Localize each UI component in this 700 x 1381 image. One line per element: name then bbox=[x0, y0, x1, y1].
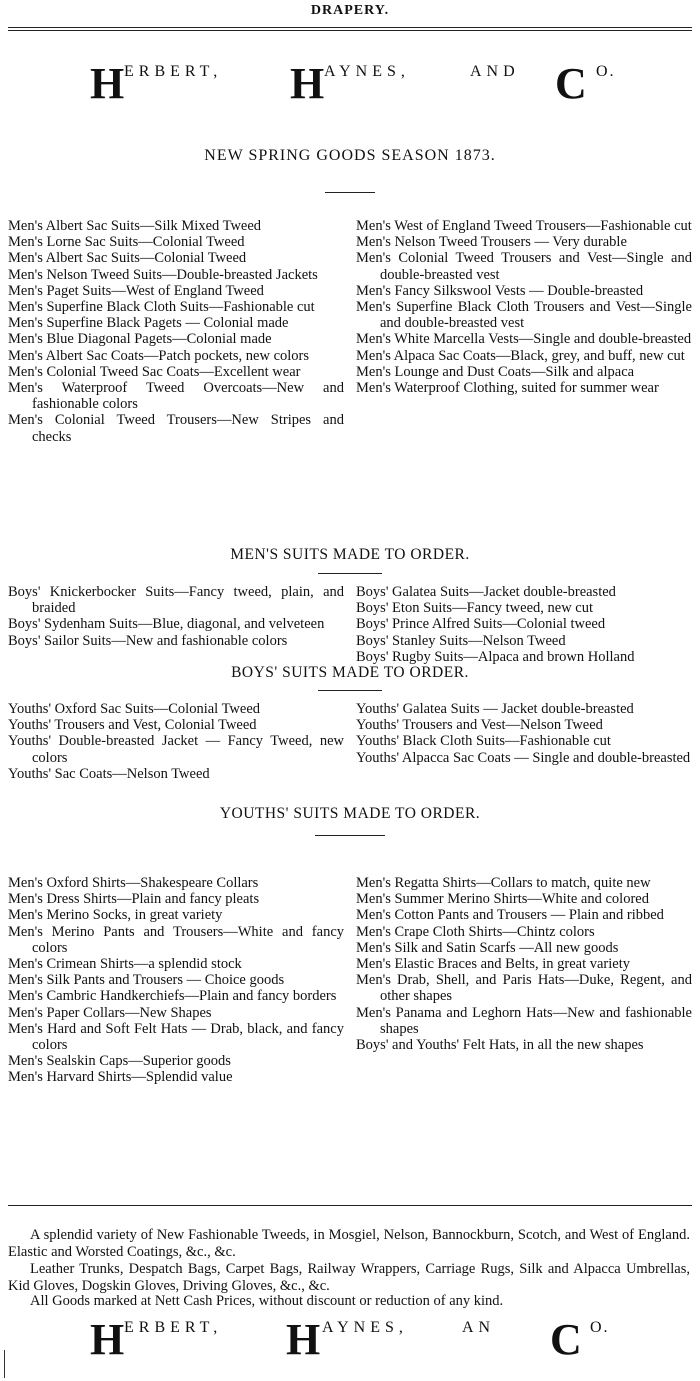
list-item: Men's Merino Socks, in great variety bbox=[8, 907, 223, 924]
list-item: Boys' Sydenham Suits—Blue, diagonal, and velveteen bbox=[8, 616, 325, 633]
paragraph-tweeds: A splendid variety of New Fashionable Tweeds, in Mosgiel, Nelson, Bannockburn, Scotch, and West of England. Elastic and Worsted Coatings, &c., &c. bbox=[8, 1227, 690, 1260]
list-item: Men's Hard and Soft Felt Hats — Drab, black, and fancy colors bbox=[8, 1020, 344, 1054]
list-item: Youths' Trousers and Vest, Colonial Tweed bbox=[8, 717, 257, 734]
list-item: Men's West of England Tweed Trousers—Fashionable cut bbox=[356, 218, 692, 234]
list-item: Youths' Double-breasted Jacket — Fancy Tweed, new colors bbox=[8, 733, 344, 766]
list-item: Men's Albert Sac Coats—Patch pockets, new colors bbox=[8, 347, 310, 364]
firm-word-an: AN bbox=[462, 1319, 496, 1336]
list-item: Men's Cotton Pants and Trousers — Plain and ribbed bbox=[356, 907, 664, 924]
list-item: Youths' Oxford Sac Suits—Colonial Tweed bbox=[8, 701, 261, 717]
firm-initial-h1: H bbox=[90, 59, 125, 108]
list-item: Men's Blue Diagonal Pagets—Colonial made bbox=[8, 331, 272, 348]
list-item: Boys' Knickerbocker Suits—Fancy tweed, plain, and braided bbox=[8, 584, 344, 617]
list-item: Men's Sealskin Caps—Superior goods bbox=[8, 1053, 231, 1070]
list-item: Men's Colonial Tweed Trousers and Vest—Single and double-breasted vest bbox=[356, 250, 692, 283]
heading-boys-suits: BOYS' SUITS MADE TO ORDER. bbox=[231, 664, 469, 681]
youths-items-left bbox=[8, 701, 344, 782]
divider-dash bbox=[318, 690, 382, 691]
paragraph-prices: All Goods marked at Nett Cash Prices, without discount or reduction of any kind. bbox=[30, 1293, 504, 1309]
list-item: Youths' Alpacca Sac Coats — Single and double-breasted bbox=[356, 749, 691, 766]
list-item: Men's Crape Cloth Shirts—Chintz colors bbox=[356, 923, 595, 940]
list-item: Men's Merino Pants and Trousers—White and fancy colors bbox=[8, 923, 344, 956]
boys-items-left bbox=[8, 584, 344, 649]
list-item: Men's Superfine Black Pagets — Colonial made bbox=[8, 315, 289, 332]
list-item: Men's Panama and Leghorn Hats—New and fashionable shapes bbox=[356, 1004, 692, 1037]
list-item: Men's Oxford Shirts—Shakespeare Collars bbox=[8, 875, 259, 891]
list-item: Men's Waterproof Tweed Overcoats—New and fashionable colors bbox=[8, 380, 344, 413]
list-item: Youths' Black Cloth Suits—Fashionable cut bbox=[356, 733, 611, 750]
list-item: Men's Lorne Sac Suits—Colonial Tweed bbox=[8, 234, 245, 251]
firm-word-aynes: AYNES, bbox=[324, 63, 410, 80]
list-item: Men's Drab, Shell, and Paris Hats—Duke, Regent, and other shapes bbox=[356, 972, 692, 1005]
firm-word-and: AND bbox=[470, 63, 520, 80]
list-item: Boys' Sailor Suits—New and fashionable colors bbox=[8, 632, 288, 649]
firm-initial-c: C bbox=[555, 59, 587, 108]
list-item: Boys' Stanley Suits—Nelson Tweed bbox=[356, 632, 566, 649]
divider-dash bbox=[325, 192, 375, 193]
firm-word-o: O. bbox=[590, 1319, 610, 1336]
misc-items-right bbox=[356, 875, 692, 1053]
notes-prices bbox=[8, 1293, 690, 1310]
list-item: Men's Albert Sac Suits—Silk Mixed Tweed bbox=[8, 218, 262, 234]
list-item: Men's Crimean Shirts—a splendid stock bbox=[8, 956, 242, 973]
list-item: Boys' Rugby Suits—Alpaca and brown Holland bbox=[356, 648, 635, 665]
firm-initial-h2: H bbox=[290, 59, 325, 108]
list-item: Boys' and Youths' Felt Hats, in all the new shapes bbox=[356, 1037, 644, 1054]
list-item: Youths' Sac Coats—Nelson Tweed bbox=[8, 765, 210, 782]
heading-mens-suits: MEN'S SUITS MADE TO ORDER. bbox=[230, 546, 470, 563]
firm-word-aynes: AYNES, bbox=[322, 1319, 408, 1336]
list-item: Men's Summer Merino Shirts—White and colored bbox=[356, 891, 649, 908]
section-title: DRAPERY. bbox=[310, 3, 390, 18]
list-item: Men's White Marcella Vests—Single and double-breasted bbox=[356, 331, 692, 348]
firm-name-header bbox=[90, 59, 630, 108]
list-item: Men's Superfine Black Cloth Suits—Fashionable cut bbox=[8, 299, 315, 316]
list-item: Men's Paper Collars—New Shapes bbox=[8, 1004, 212, 1021]
list-item: Youths' Galatea Suits — Jacket double-breasted bbox=[356, 701, 634, 717]
list-item: Men's Paget Suits—West of England Tweed bbox=[8, 282, 264, 299]
top-rule-2 bbox=[8, 30, 692, 31]
boys-items-right bbox=[356, 584, 692, 665]
list-item: Men's Nelson Tweed Suits—Double-breasted Jackets bbox=[8, 266, 318, 283]
firm-initial-c: C bbox=[550, 1315, 582, 1364]
list-item: Men's Cambric Handkerchiefs—Plain and fancy borders bbox=[8, 988, 337, 1005]
list-item: Men's Colonial Tweed Trousers—New Stripes and checks bbox=[8, 412, 344, 445]
top-rule bbox=[8, 27, 692, 28]
list-item: Men's Fancy Silkswool Vests — Double-breasted bbox=[356, 282, 644, 299]
youths-items-right bbox=[356, 701, 692, 766]
list-item: Men's Harvard Shirts—Splendid value bbox=[8, 1069, 233, 1086]
list-item: Boys' Eton Suits—Fancy tweed, new cut bbox=[356, 600, 594, 617]
mens-items-right bbox=[356, 218, 692, 396]
firm-initial-h1: H bbox=[90, 1315, 125, 1364]
list-item: Men's Alpaca Sac Coats—Black, grey, and buff, new cut bbox=[356, 347, 685, 364]
list-item: Men's Waterproof Clothing, suited for summer wear bbox=[356, 380, 659, 397]
list-item: Men's Lounge and Dust Coats—Silk and alpaca bbox=[356, 363, 635, 380]
list-item: Men's Nelson Tweed Trousers — Very durable bbox=[356, 234, 627, 251]
list-item: Men's Dress Shirts—Plain and fancy pleats bbox=[8, 891, 260, 908]
paragraph-trunks: Leather Trunks, Despatch Bags, Carpet Bags, Railway Wrappers, Carriage Rugs, Silk and Alpacca Umbrellas, Kid Gloves, Dogskin Gloves, Driving Gloves, &c., &c. bbox=[8, 1261, 690, 1294]
left-margin-line bbox=[4, 1350, 5, 1378]
list-item: Men's Silk and Satin Scarfs —All new goods bbox=[356, 939, 619, 956]
list-item: Men's Superfine Black Cloth Trousers and Vest—Single and double-breasted vest bbox=[356, 299, 692, 332]
list-item: Youths' Trousers and Vest—Nelson Tweed bbox=[356, 717, 603, 734]
list-item: Men's Albert Sac Suits—Colonial Tweed bbox=[8, 250, 247, 267]
firm-word-erbert: ERBERT, bbox=[124, 63, 223, 80]
mens-items-left bbox=[8, 218, 344, 445]
divider-dash bbox=[318, 573, 382, 574]
misc-items-left bbox=[8, 875, 344, 1086]
firm-name-footer bbox=[90, 1315, 630, 1364]
list-item: Men's Elastic Braces and Belts, in great variety bbox=[356, 956, 630, 973]
list-item: Men's Silk Pants and Trousers — Choice goods bbox=[8, 972, 285, 989]
season-title: NEW SPRING GOODS SEASON 1873. bbox=[204, 147, 496, 164]
list-item: Boys' Galatea Suits—Jacket double-breasted bbox=[356, 584, 616, 600]
list-item: Men's Colonial Tweed Sac Coats—Excellent wear bbox=[8, 363, 301, 380]
list-item: Boys' Prince Alfred Suits—Colonial tweed bbox=[356, 616, 606, 633]
divider-dash bbox=[315, 835, 385, 836]
rule-above-notes bbox=[8, 1205, 692, 1206]
heading-youths-suits: YOUTHS' SUITS MADE TO ORDER. bbox=[219, 805, 481, 822]
firm-word-o: O. bbox=[596, 63, 616, 80]
list-item: Men's Regatta Shirts—Collars to match, quite new bbox=[356, 875, 651, 891]
firm-word-erbert: ERBERT, bbox=[124, 1319, 223, 1336]
notes bbox=[8, 1227, 690, 1295]
firm-initial-h2: H bbox=[286, 1315, 321, 1364]
